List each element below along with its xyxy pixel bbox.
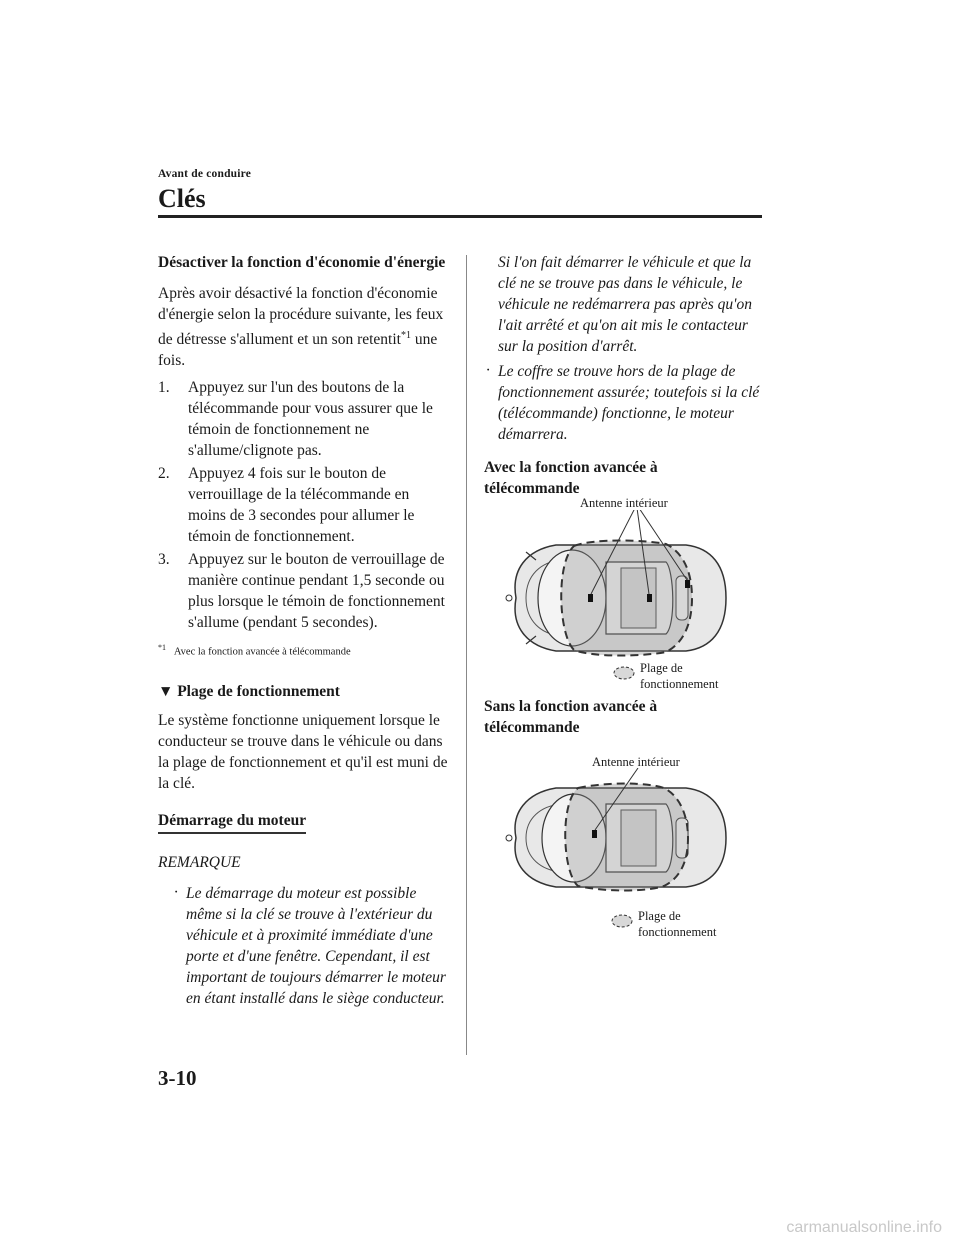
range-label-line: fonctionnement — [638, 925, 717, 939]
operating-range-zone — [565, 784, 688, 891]
footnote-mark: *1 — [158, 643, 166, 653]
intro-text: Après avoir désactivé la fonction d'économie d'énergie selon la procédure suivante, les feux de détresse s'allument et un son retentit — [158, 285, 444, 349]
step-number: 3. — [158, 551, 170, 569]
range-label-line: Plage de — [640, 661, 683, 675]
antenna-marker — [685, 580, 690, 588]
left-column — [158, 252, 448, 1009]
step-number: 1. — [158, 379, 170, 397]
note-continuation — [484, 252, 764, 357]
column-divider — [466, 255, 467, 1055]
watermark: carmanualsonline.info — [786, 1219, 942, 1236]
list-item — [158, 463, 448, 547]
energy-saving-heading: Désactiver la fonction d'économie d'énergie — [158, 254, 446, 271]
bullet-icon: · — [486, 362, 490, 379]
antenna-label-1: Antenne intérieur — [580, 496, 668, 510]
list-item — [158, 377, 448, 461]
step-text: Appuyez sur le bouton de verrouillage de manière continue pendant 1,5 seconde ou plus lorsque le témoin de fonctionnement s'allume (pendant 5 secondes). — [188, 551, 445, 632]
range-legend-icon — [612, 664, 636, 682]
list-item — [158, 549, 448, 633]
range-legend-1 — [640, 660, 718, 692]
range-label-line: Plage de — [638, 909, 681, 923]
page-title: Clés — [158, 184, 206, 213]
step-text: Appuyez sur l'un des boutons de la télécommande pour vous assurer que le témoin de fonctionnement ne s'allume/clignote pas. — [188, 379, 433, 460]
with-advanced-heading: Avec la fonction avancée à télécommande — [484, 459, 658, 497]
without-advanced-heading: Sans la fonction avancée à télécommande — [484, 698, 658, 736]
note-item — [484, 361, 764, 445]
remark-label: REMARQUE — [158, 853, 241, 871]
right-column — [484, 252, 764, 509]
antenna-marker — [647, 594, 652, 602]
footnote-text: Avec la fonction avancée à télécommande — [173, 646, 351, 658]
note-text: Le démarrage du moteur est possible même si la clé se trouve à l'extérieur du véhicule et à proximité immédiate d'une porte et d'une fenêtre. Cependant, il est important de toujours démarrer le moteur en étant installé dans le siège conducteur. — [186, 884, 446, 1007]
car-diagram-without-advanced — [496, 768, 736, 918]
step-text: Appuyez 4 fois sur le bouton de verrouillage de la télécommande en moins de 3 secondes pour allumer le témoin de fonctionnement. — [188, 465, 415, 546]
range-legend-icon — [610, 912, 634, 930]
note-text: Si l'on fait démarrer le véhicule et que la clé ne se trouve pas dans le véhicule, le véhicule ne redémarrera pas après qu'on l'ait arrêté et qu'on ait mis le contacteur sur la position d'arrêt. — [498, 254, 752, 355]
range-label-line: fonctionnement — [640, 677, 719, 691]
intro-paragraph — [158, 283, 448, 371]
step-list — [158, 377, 448, 633]
step-number: 2. — [158, 465, 170, 483]
note-text: Le coffre se trouve hors de la plage de fonctionnement assurée; toutefois si la clé (télécommande) fonctionne, le moteur démarrera. — [498, 363, 760, 443]
antenna-marker — [588, 594, 593, 602]
range-paragraph: Le système fonctionne uniquement lorsque le conducteur se trouve dans le véhicule ou dans la plage de fonctionnement et qu'il est muni de la clé. — [158, 711, 448, 792]
title-rule — [158, 215, 762, 218]
footnote-ref: *1 — [400, 330, 411, 341]
engine-start-heading: Démarrage du moteur — [158, 810, 306, 834]
footnote — [158, 637, 448, 663]
range-legend-2 — [638, 908, 716, 940]
section-label: Avant de conduire — [158, 168, 252, 180]
range-heading: ▼ Plage de fonctionnement — [158, 682, 340, 700]
intro-text-end: une fois. — [158, 331, 438, 370]
note-item — [158, 883, 448, 1009]
antenna-marker — [592, 830, 597, 838]
car-diagram-with-advanced — [496, 510, 736, 670]
bullet-icon: · — [174, 883, 178, 901]
page-number: 3-10 — [158, 1066, 197, 1090]
antenna-label-2: Antenne intérieur — [592, 755, 680, 769]
